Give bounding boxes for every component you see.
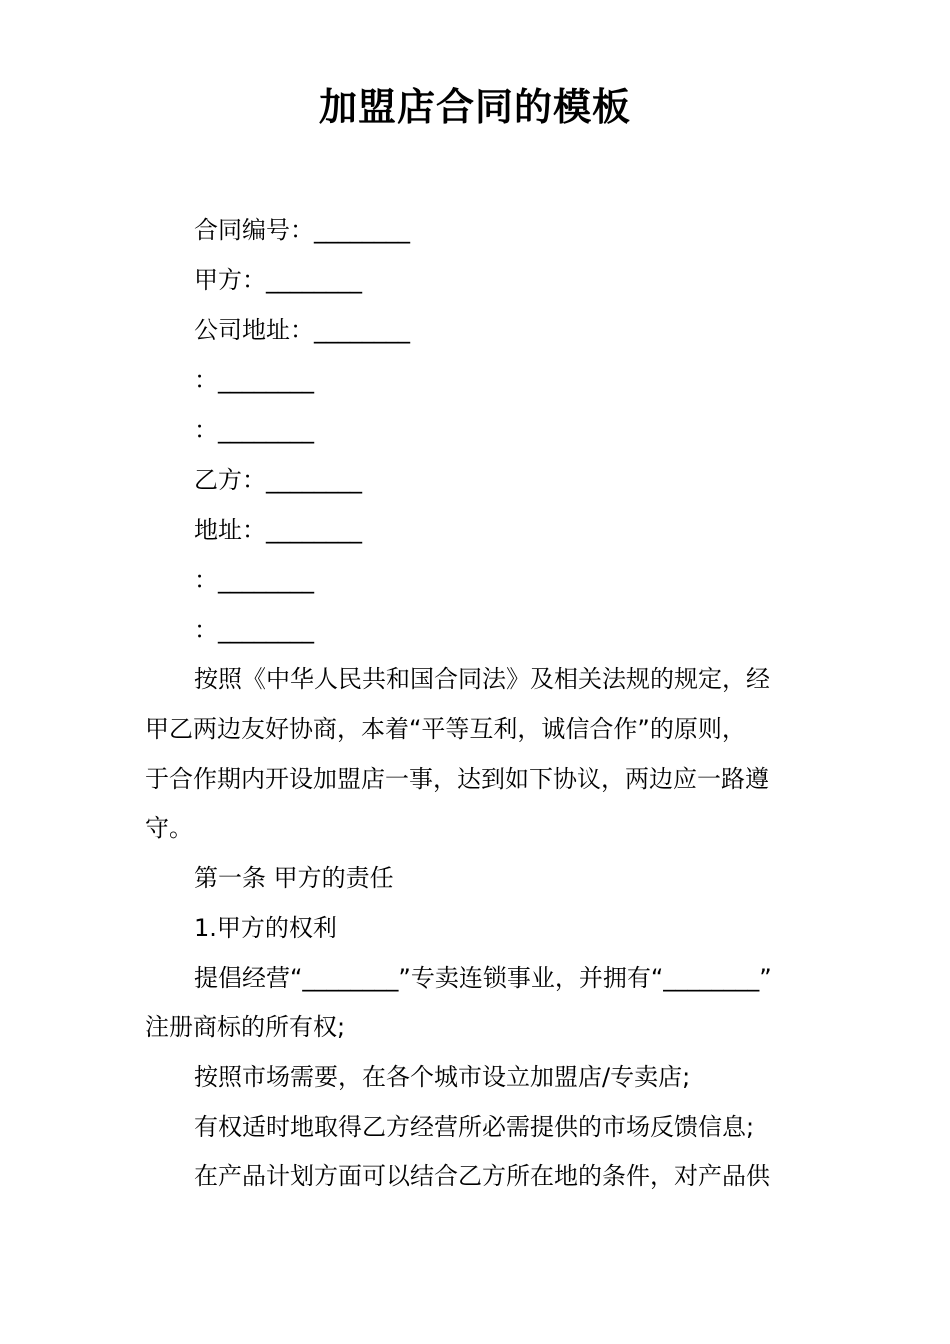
contract-number-field: 合同编号：________ — [194, 216, 410, 244]
party-b-blank-field-2: ：________ — [194, 616, 314, 644]
preamble-line-2: 甲乙两边友好协商，本着“平等互利，诚信合作”的原则， — [145, 715, 746, 743]
preamble-line-3: 于合作期内开设加盟店一事，达到如下协议，两边应一路遵 — [145, 765, 769, 793]
right-paragraph-1-line-2: 注册商标的所有权; — [145, 1013, 346, 1041]
document-title: 加盟店合同的模板 — [318, 84, 631, 129]
party-b-blank-field-1: ：________ — [194, 566, 314, 594]
party-a-blank-field-2: ：________ — [194, 416, 314, 444]
preamble-line-4: 守。 — [145, 814, 193, 842]
company-address-field: 公司地址：________ — [194, 316, 410, 344]
right-paragraph-4-line-1: 在产品计划方面可以结合乙方所在地的条件，对产品供 — [194, 1162, 770, 1190]
preamble-line-1: 按照《中华人民共和国合同法》及相关法规的规定，经 — [194, 665, 770, 693]
article-1-heading: 第一条 甲方的责任 — [194, 864, 394, 892]
right-paragraph-3: 有权适时地取得乙方经营所必需提供的市场反馈信息; — [194, 1113, 755, 1141]
right-paragraph-2: 按照市场需要，在各个城市设立加盟店/专卖店; — [194, 1063, 691, 1091]
section-1-heading: 1.甲方的权利 — [194, 914, 337, 942]
party-a-field: 甲方：________ — [194, 266, 362, 294]
party-a-blank-field-1: ：________ — [194, 366, 314, 394]
party-b-field: 乙方：________ — [194, 466, 362, 494]
right-paragraph-1-line-1: 提倡经营“________”专卖连锁事业，并拥有“________” — [194, 964, 772, 992]
party-b-address-field: 地址：________ — [194, 516, 362, 544]
